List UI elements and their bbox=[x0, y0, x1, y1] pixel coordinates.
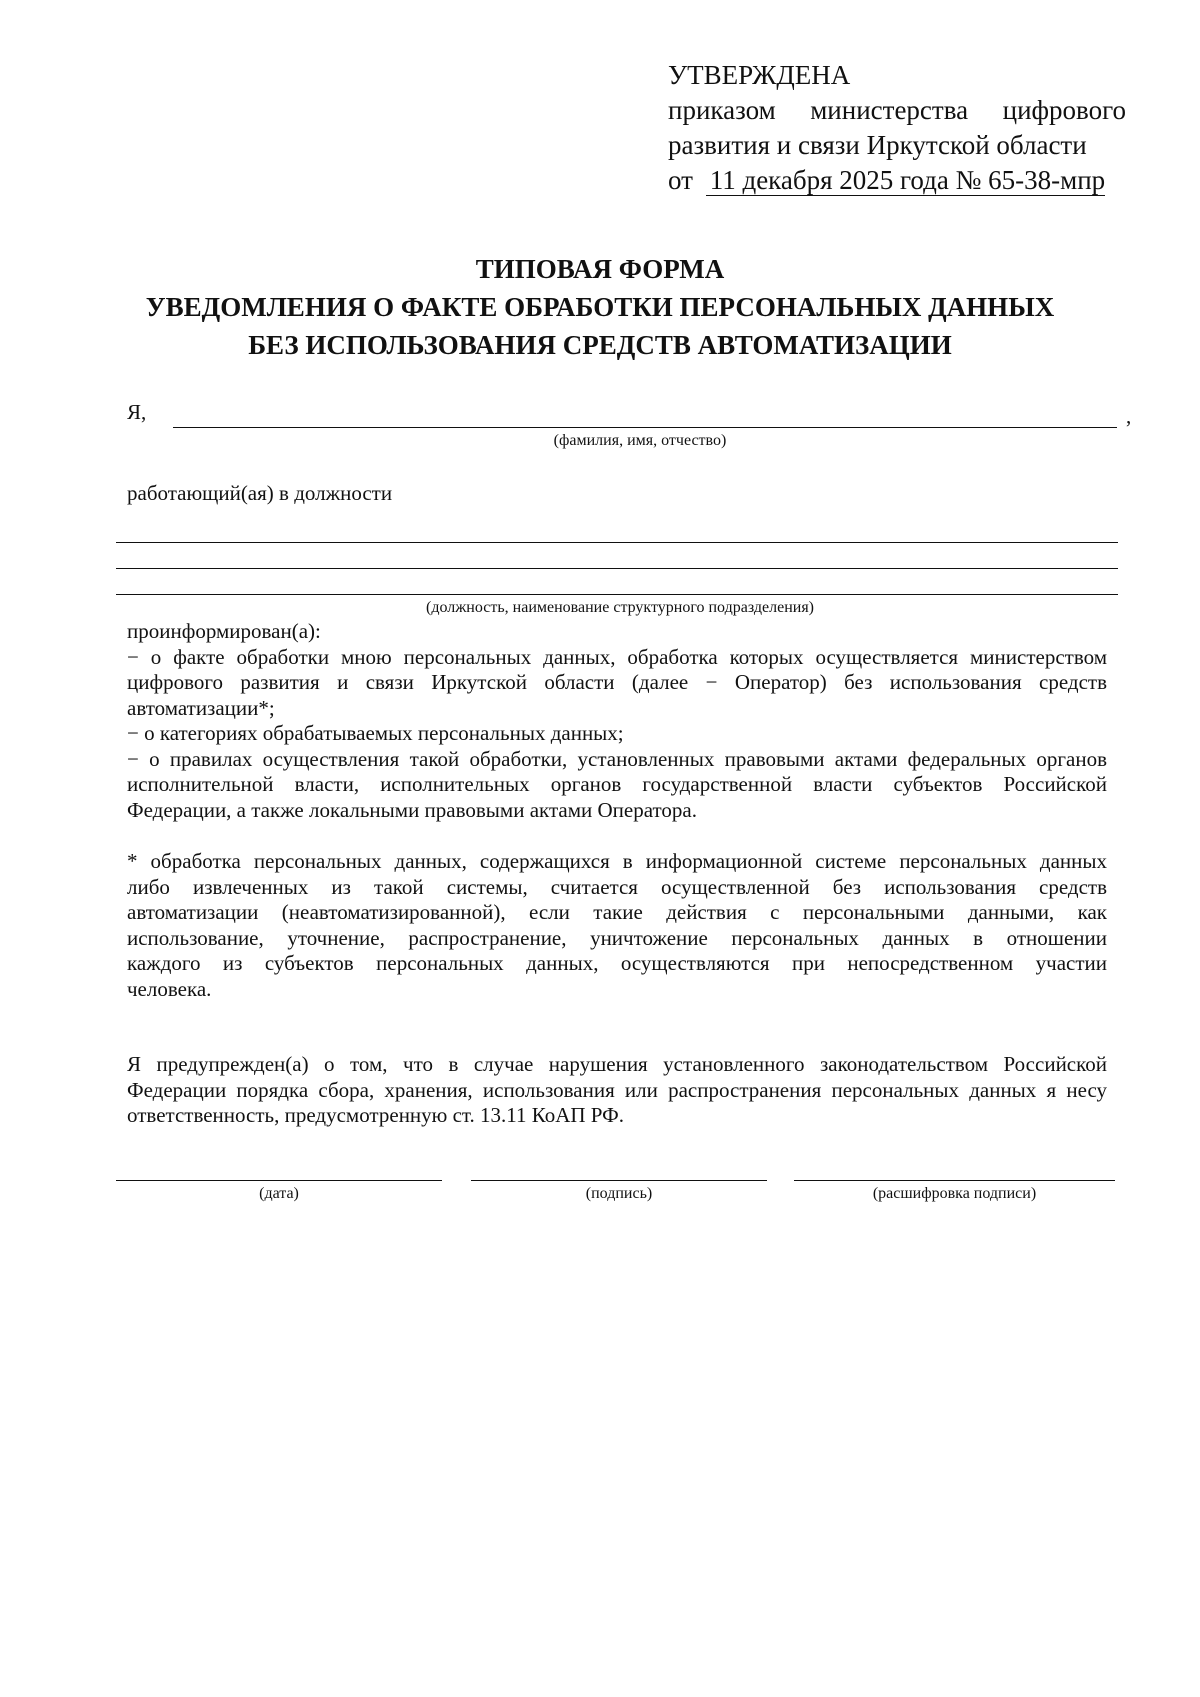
signature-caption: (подпись) bbox=[585, 1185, 653, 1202]
date-field-line[interactable] bbox=[116, 1180, 442, 1181]
informed-item-3-line-1: − о правилах осуществления такой обработки, установленных правовыми актами федеральных органов bbox=[127, 746, 1107, 771]
signature-decode-field-line[interactable] bbox=[794, 1180, 1115, 1181]
date-caption: (дата) bbox=[259, 1185, 299, 1202]
works-label: работающий(ая) в должности bbox=[127, 481, 393, 505]
order-prefix: от bbox=[668, 165, 693, 195]
informed-item-3-line-2: исполнительной власти, исполнительных органов государственной власти субъектов Российской bbox=[127, 772, 1107, 796]
footnote-line-1: * обработка персональных данных, содержащихся в информационной системе персональных данных bbox=[127, 849, 1107, 873]
order-date-number: 11 декабря 2025 года № 65-38-мпр bbox=[706, 165, 1105, 196]
approval-ministry-line: развития и связи Иркутской области bbox=[668, 130, 1087, 160]
document-title bbox=[100, 250, 1100, 364]
warning-line-3: ответственность, предусмотренную ст. 13.11 КоАП РФ. bbox=[127, 1103, 624, 1127]
ya-label: Я, bbox=[127, 400, 147, 424]
informed-item-2: − о категориях обрабатываемых персональных данных; bbox=[127, 721, 624, 745]
title-line-2: УВЕДОМЛЕНИЯ О ФАКТЕ ОБРАБОТКИ ПЕРСОНАЛЬНЫХ ДАННЫХ bbox=[145, 292, 1055, 322]
position-field-line-2[interactable] bbox=[116, 568, 1118, 569]
informed-item-1-line-1: − о факте обработки мною персональных данных, обработка которых осуществляется министерством bbox=[127, 644, 1107, 669]
signature-decode-caption: (расшифровка подписи) bbox=[872, 1185, 1037, 1202]
footnote-line-3: автоматизации (неавтоматизированной), если такие действия с персональными данными, как bbox=[127, 900, 1107, 924]
footnote-line-2: либо извлеченных из такой системы, считается осуществленной без использования средств bbox=[127, 874, 1107, 899]
approval-heading: УТВЕРЖДЕНА bbox=[668, 60, 851, 90]
approval-order-line: приказом министерства цифрового bbox=[668, 95, 1126, 125]
footnote-line-5: каждого из субъектов персональных данных, осуществляются при непосредственном участии bbox=[127, 951, 1107, 975]
informed-item-1-line-2: цифрового развития и связи Иркутской области (далее − Оператор) без использования средств bbox=[127, 670, 1107, 694]
footnote-section bbox=[127, 849, 1107, 1002]
warning-line-2: Федерации порядка сбора, хранения, использования или распространения персональных данных я несу bbox=[127, 1077, 1107, 1102]
title-line-3: БЕЗ ИСПОЛЬЗОВАНИЯ СРЕДСТВ АВТОМАТИЗАЦИИ bbox=[248, 330, 952, 360]
position-field-line-3[interactable] bbox=[116, 594, 1118, 595]
warning-line-1: Я предупрежден(а) о том, что в случае нарушения установленного законодательством Российской bbox=[127, 1052, 1107, 1076]
fio-comma: , bbox=[1126, 404, 1132, 428]
position-caption: (должность, наименование структурного подразделения) bbox=[426, 599, 814, 616]
fio-field-line[interactable] bbox=[173, 427, 1117, 428]
footnote-line-6: человека. bbox=[127, 976, 212, 1001]
title-line-1: ТИПОВАЯ ФОРМА bbox=[475, 254, 725, 284]
warning-section bbox=[127, 1052, 1107, 1129]
position-field-line-1[interactable] bbox=[116, 542, 1118, 543]
informed-item-1-line-3: автоматизации*; bbox=[127, 695, 275, 720]
fio-caption: (фамилия, имя, отчество) bbox=[553, 432, 727, 449]
approval-block bbox=[668, 58, 1126, 198]
signature-field-line[interactable] bbox=[471, 1180, 767, 1181]
footnote-line-4: использование, уточнение, распространение, уничтожение персональных данных в отношении bbox=[127, 925, 1107, 950]
informed-item-3-line-3: Федерации, а также локальными правовыми актами Оператора. bbox=[127, 797, 697, 822]
approval-order-date-line bbox=[668, 163, 1126, 198]
informed-section bbox=[127, 619, 1107, 823]
informed-intro: проинформирован(а): bbox=[127, 619, 321, 643]
